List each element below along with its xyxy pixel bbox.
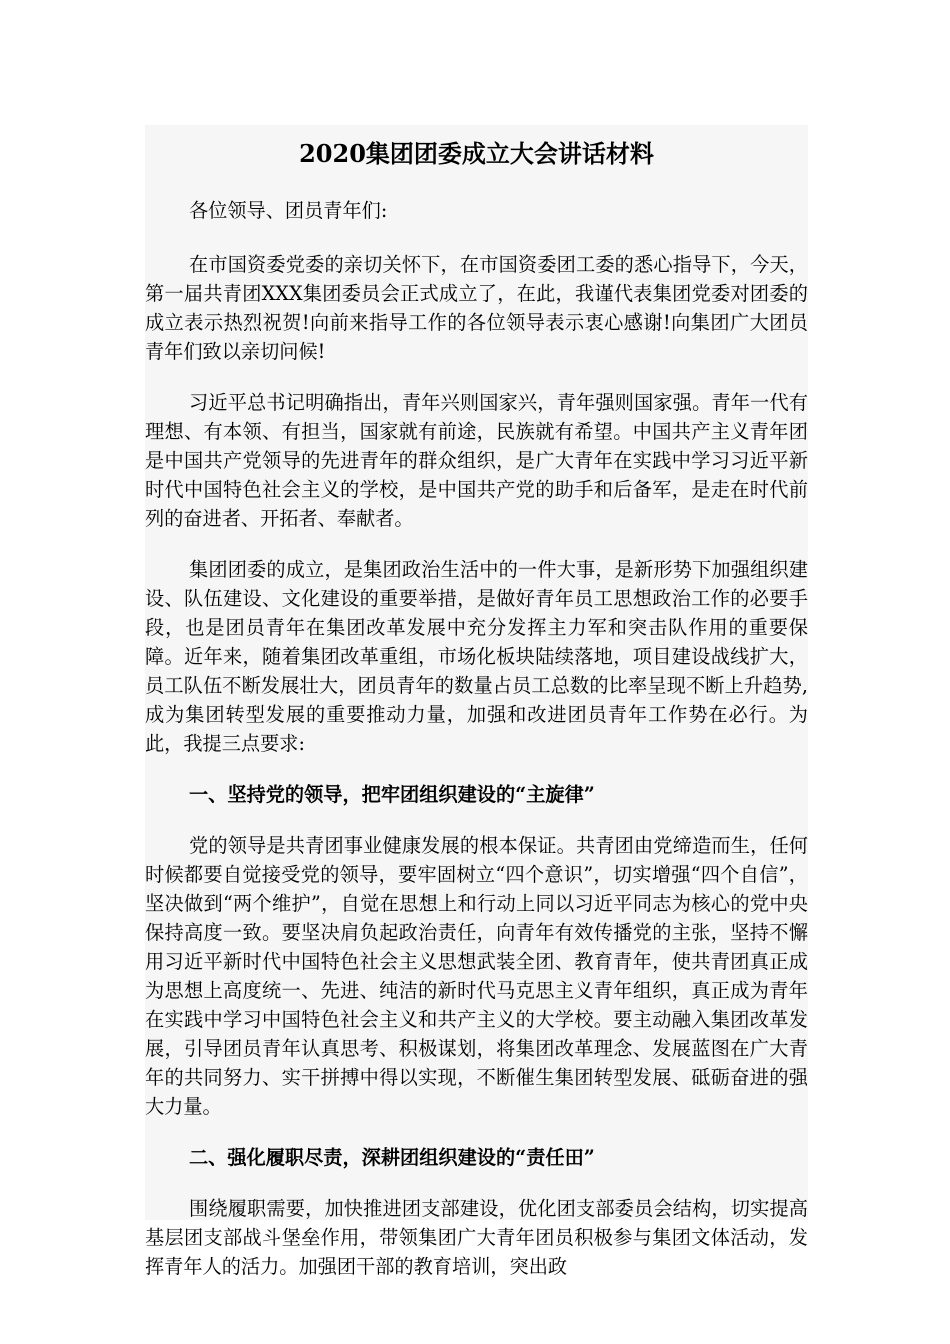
section-1-heading: 一、坚持党的领导，把牢团组织建设的“主旋律” [189, 783, 595, 806]
section-1-text: 党的领导是共青团事业健康发展的根本保证。共青团由党缔造而生，任何时候都要自觉接受党的领导，要牢固树立“四个意识”，切实增强“四个自信”，坚决做到“两个维护”，自觉在思想上和行动上同以习近平同志为核心的党中央保持高度一致。要坚决肩负起政治责任，向青年有效传播党的主张，坚持不懈用习近平新时代中国特色社会主义思想武装全团、教育青年，使共青团真正成为思想上高度统一、先进、纯洁的新时代马克思主义青年组织，真正成为青年在实践中学习中国特色社会主义和共产主义的大学校。要主动融入集团改革发展，引导团员青年认真思考、积极谋划，将集团改革理念、发展蓝图在广大青年的共同努力、实干拼搏中得以实现，不断催生集团转型发展、砥砺奋进的强大力量。 [145, 834, 808, 1118]
salutation: 各位领导、团员青年们: [189, 199, 388, 222]
paragraph-2: 习近平总书记明确指出，青年兴则国家兴，青年强则国家强。青年一代有理想、有本领、有担当，国家就有前途，民族就有希望。中国共产主义青年团是中国共产党领导的先进青年的群众组织，是广大青年在实践中学习习近平新时代中国特色社会主义的学校，是中国共产党的助手和后备军，是走在时代前列的奋进者、开拓者、奉献者。 [145, 391, 808, 530]
section-2-heading: 二、强化履职尽责，深耕团组织建设的“责任田” [189, 1146, 595, 1169]
paragraph-3: 集团团委的成立，是集团政治生活中的一件大事，是新形势下加强组织建设、队伍建设、文化建设的重要举措，是做好青年员工思想政治工作的必要手段，也是团员青年在集团改革发展中充分发挥主力军和突击队作用的重要保障。近年来，随着集团改革重组，市场化板块陆续落地，项目建设战线扩大，员工队伍不断发展壮大，团员青年的数量占员工总数的比率呈现不断上升趋势,成为集团转型发展的重要推动力量，加强和改进团员青年工作势在必行。为此，我提三点要求: [145, 558, 808, 755]
paragraph-1: 在市国资委党委的亲切关怀下，在市国资委团工委的悉心指导下，今天，第一届共青团XXX集团委员会正式成立了，在此，我谨代表集团党委对团委的成立表示热烈祝贺!向前来指导工作的各位领导表示衷心感谢!向集团广大团员青年们致以亲切问候! [145, 253, 808, 363]
document-page [145, 125, 808, 1278]
section-2-text: 围绕履职需要，加快推进团支部建设，优化团支部委员会结构，切实提高基层团支部战斗堡垒作用，带领集团广大青年团员积极参与集团文体活动，发挥青年人的活力。加强团干部的教育培训，突出政 [145, 1197, 808, 1278]
document-title: 2020集团团委成立大会讲话材料 [299, 139, 654, 168]
